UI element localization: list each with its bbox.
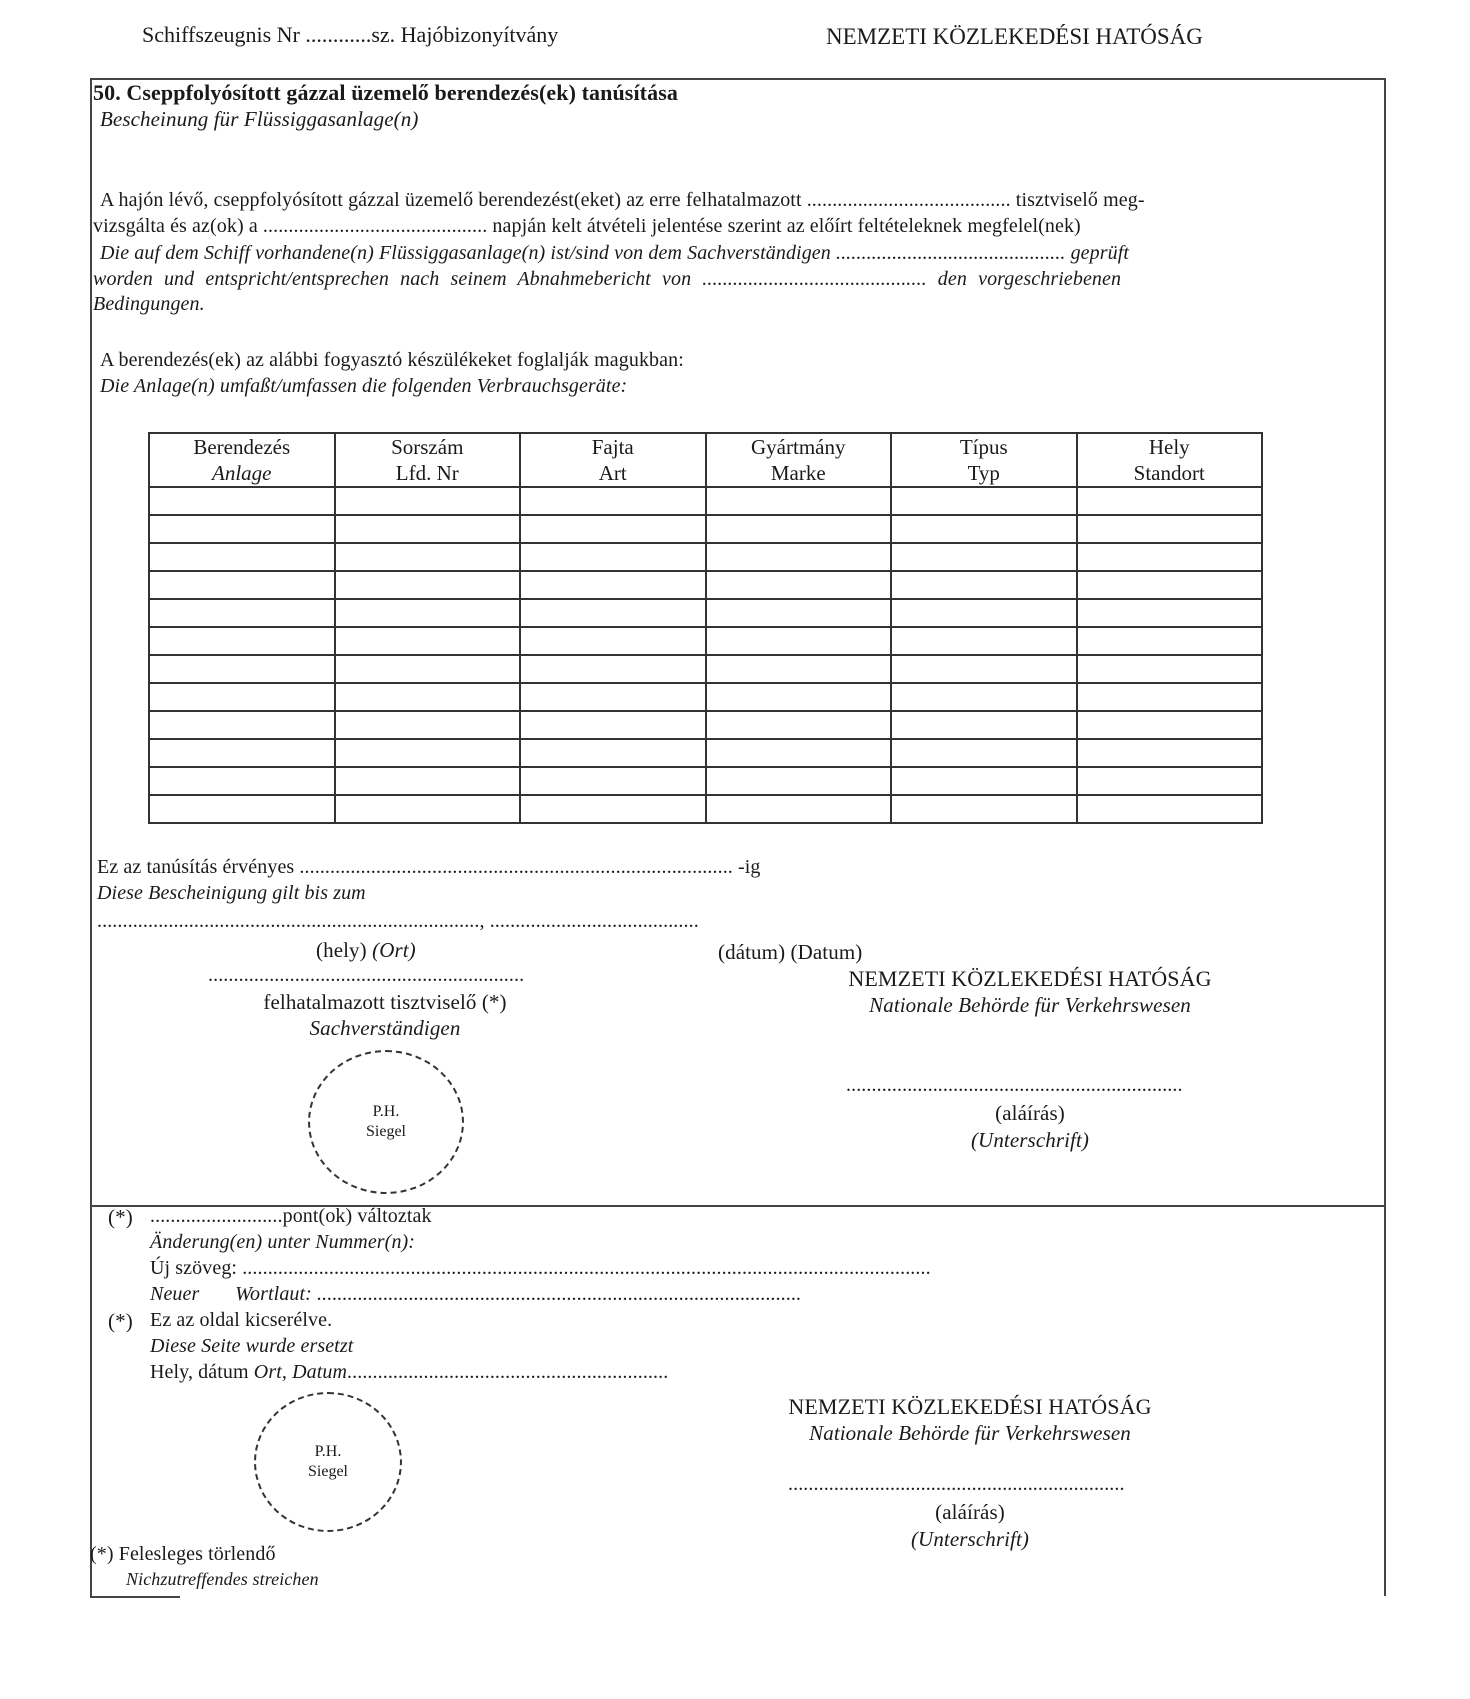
table-cell xyxy=(1077,599,1263,627)
table-cell xyxy=(149,487,335,515)
table-cell xyxy=(335,739,521,767)
table-cell xyxy=(706,711,892,739)
seal-stamp-1-siegel: Siegel xyxy=(366,1123,406,1140)
table-cell xyxy=(706,515,892,543)
table-header-typ: Típus Typ xyxy=(891,433,1077,487)
table-cell xyxy=(149,683,335,711)
authority2-signature-dots: .................................................................. xyxy=(788,1473,1125,1495)
seal-stamp-2-siegel: Siegel xyxy=(308,1463,348,1480)
validity-hu: Ez az tanúsítás érvényes ..................................................................................... -ig xyxy=(97,856,761,878)
table-cell xyxy=(520,599,706,627)
table-cell xyxy=(149,711,335,739)
table-cell xyxy=(891,711,1077,739)
seal-stamp-2-ph: P.H. xyxy=(314,1443,342,1460)
signatory-dots: .............................................................. xyxy=(208,964,525,986)
table-cell xyxy=(335,627,521,655)
footnote-hu: (*) Felesleges törlendő xyxy=(90,1543,276,1565)
table-cell xyxy=(520,683,706,711)
paragraph2-de: Die Anlage(n) umfaßt/umfassen die folgenden Verbrauchsgeräte: xyxy=(100,375,628,397)
table-cell xyxy=(1077,627,1263,655)
validity-date-label: (dátum) (Datum) xyxy=(718,940,863,964)
table-header-marke: Gyártmány Marke xyxy=(706,433,892,487)
table-cell xyxy=(891,487,1077,515)
table-row xyxy=(149,767,1262,795)
paragraph2-hu: A berendezés(ek) az alábbi fogyasztó készülékeket foglalják magukban: xyxy=(100,349,684,371)
table-cell xyxy=(1077,739,1263,767)
table-row xyxy=(149,627,1262,655)
table-cell xyxy=(335,515,521,543)
table-cell xyxy=(891,683,1077,711)
paragraph1-de-line3: Bedingungen. xyxy=(93,293,205,315)
authority1-signature-dots: .................................................................. xyxy=(846,1074,1183,1096)
amendment-points-de: Änderung(en) unter Nummer(n): xyxy=(150,1231,416,1253)
table-cell xyxy=(891,655,1077,683)
table-cell xyxy=(1077,571,1263,599)
table-cell xyxy=(149,655,335,683)
table-cell xyxy=(149,627,335,655)
table-cell xyxy=(706,655,892,683)
table-cell xyxy=(1077,515,1263,543)
table-row xyxy=(149,683,1262,711)
table-row xyxy=(149,795,1262,823)
header-certificate-number: Schiffszeugnis Nr ............sz. Hajóbizonyítvány xyxy=(142,22,559,47)
table-cell xyxy=(1077,655,1263,683)
authority2-de: Nationale Behörde für Verkehrswesen xyxy=(809,1421,1131,1445)
table-cell xyxy=(891,515,1077,543)
authority1-signature-hu: (aláírás) xyxy=(995,1101,1065,1125)
paragraph1-hu-line2: vizsgálta és az(ok) a ............................................ napján kelt átvételi jelentése szerint az előírt feltételeknek megfelel(nek) xyxy=(93,215,1081,237)
table-cell xyxy=(149,543,335,571)
consumers-table xyxy=(148,432,1263,824)
table-cell xyxy=(520,711,706,739)
table-cell xyxy=(335,655,521,683)
authority2-hu: NEMZETI KÖZLEKEDÉSI HATÓSÁG xyxy=(788,1394,1152,1419)
table-cell xyxy=(520,571,706,599)
table-cell xyxy=(335,543,521,571)
amendment-points-hu: ..........................pont(ok) változtak xyxy=(150,1205,432,1227)
amendment-star-2: (*) xyxy=(108,1309,133,1333)
amendment-newtext-hu: Új szöveg: ....................................................................................................................................... xyxy=(150,1257,931,1279)
table-cell xyxy=(1077,683,1263,711)
table-cell xyxy=(335,683,521,711)
table-cell xyxy=(149,795,335,823)
table-cell xyxy=(891,571,1077,599)
table-cell xyxy=(149,739,335,767)
section-subtitle: Bescheinung für Flüssiggasanlage(n) xyxy=(100,107,419,131)
paragraph1-hu-line1: A hajón lévő, cseppfolyósított gázzal üzemelő berendezést(eket) az erre felhatalmazott ........................................ tisztviselő meg- xyxy=(100,189,1145,211)
table-row xyxy=(149,487,1262,515)
table-cell xyxy=(706,683,892,711)
table-cell xyxy=(149,767,335,795)
table-cell xyxy=(891,767,1077,795)
amendment-place-date: Hely, dátum Ort, Datum............................................................... xyxy=(150,1361,669,1383)
table-cell xyxy=(706,739,892,767)
table-body xyxy=(149,487,1262,823)
table-cell xyxy=(335,711,521,739)
table-cell xyxy=(891,627,1077,655)
authority1-hu: NEMZETI KÖZLEKEDÉSI HATÓSÁG xyxy=(848,966,1212,991)
table-cell xyxy=(891,739,1077,767)
paragraph1-de-line2: worden und entspricht/entsprechen nach seinem Abnahmebericht von ............................................ den vorgeschriebenen xyxy=(93,268,1122,290)
table-row xyxy=(149,599,1262,627)
seal-stamp-1 xyxy=(308,1050,464,1194)
authority1-signature-de: (Unterschrift) xyxy=(970,1128,1090,1152)
signatory-de: Sachverständigen xyxy=(309,1016,461,1040)
signatory-hu: felhatalmazott tisztviselő (*) xyxy=(263,990,507,1014)
frame-left-border xyxy=(90,78,92,1596)
seal-stamp-2 xyxy=(254,1392,402,1532)
table-cell xyxy=(520,543,706,571)
table-row xyxy=(149,739,1262,767)
table-cell xyxy=(520,795,706,823)
table-cell xyxy=(520,767,706,795)
table-cell xyxy=(1077,487,1263,515)
table-header-lfd-nr: Sorszám Lfd. Nr xyxy=(335,433,521,487)
table-cell xyxy=(706,599,892,627)
table-row xyxy=(149,543,1262,571)
authority2-signature-de: (Unterschrift) xyxy=(910,1527,1030,1551)
table-cell xyxy=(335,795,521,823)
table-cell xyxy=(1077,795,1263,823)
table-cell xyxy=(335,599,521,627)
table-header-row xyxy=(149,433,1262,487)
table-cell xyxy=(520,487,706,515)
amendment-replaced-de: Diese Seite wurde ersetzt xyxy=(150,1335,354,1357)
table-header-standort: Hely Standort xyxy=(1077,433,1263,487)
validity-place-label: (hely) (Ort) xyxy=(316,938,416,962)
table-cell xyxy=(1077,711,1263,739)
table-row xyxy=(149,571,1262,599)
seal-stamp-1-ph: P.H. xyxy=(372,1103,400,1120)
table-cell xyxy=(149,571,335,599)
amendment-replaced-hu: Ez az oldal kicserélve. xyxy=(150,1309,333,1331)
table-header-anlage: Berendezés Anlage xyxy=(149,433,335,487)
amendment-newtext-de: Neuer Wortlaut: ............................................................................................... xyxy=(150,1283,802,1305)
table-cell xyxy=(706,487,892,515)
section-title: 50. Cseppfolyósított gázzal üzemelő berendezés(ek) tanúsítása xyxy=(93,80,678,105)
frame-bottom-border xyxy=(90,1596,180,1598)
table-cell xyxy=(706,571,892,599)
footnote-de: Nichzutreffendes streichen xyxy=(126,1569,319,1589)
paragraph1-de-line1: Die auf dem Schiff vorhandene(n) Flüssiggasanlage(n) ist/sind von dem Sachverständigen ............................................. geprüft xyxy=(100,242,1130,264)
table-cell xyxy=(706,627,892,655)
table-cell xyxy=(520,515,706,543)
table-cell xyxy=(520,627,706,655)
table-cell xyxy=(891,795,1077,823)
table-cell xyxy=(891,599,1077,627)
table-cell xyxy=(335,487,521,515)
table-row xyxy=(149,711,1262,739)
table-cell xyxy=(1077,543,1263,571)
table-row xyxy=(149,655,1262,683)
table-header-art: Fajta Art xyxy=(520,433,706,487)
table-cell xyxy=(149,599,335,627)
authority2-signature-hu: (aláírás) xyxy=(935,1500,1005,1524)
table-cell xyxy=(706,795,892,823)
table-cell xyxy=(1077,767,1263,795)
table-cell xyxy=(520,655,706,683)
table-cell xyxy=(891,543,1077,571)
frame-right-border xyxy=(1384,78,1386,1596)
amendment-star-1: (*) xyxy=(108,1205,133,1229)
table-cell xyxy=(335,767,521,795)
table-cell xyxy=(149,515,335,543)
table-cell xyxy=(706,767,892,795)
table-cell xyxy=(520,739,706,767)
table-cell xyxy=(706,543,892,571)
header-authority: NEMZETI KÖZLEKEDÉSI HATÓSÁG xyxy=(826,24,1203,49)
table-cell xyxy=(335,571,521,599)
validity-place-date-dots: ..........................................................................., ......................................... xyxy=(97,910,699,932)
validity-de: Diese Bescheinigung gilt bis zum xyxy=(97,882,366,904)
table-row xyxy=(149,515,1262,543)
authority1-de: Nationale Behörde für Verkehrswesen xyxy=(869,993,1191,1017)
